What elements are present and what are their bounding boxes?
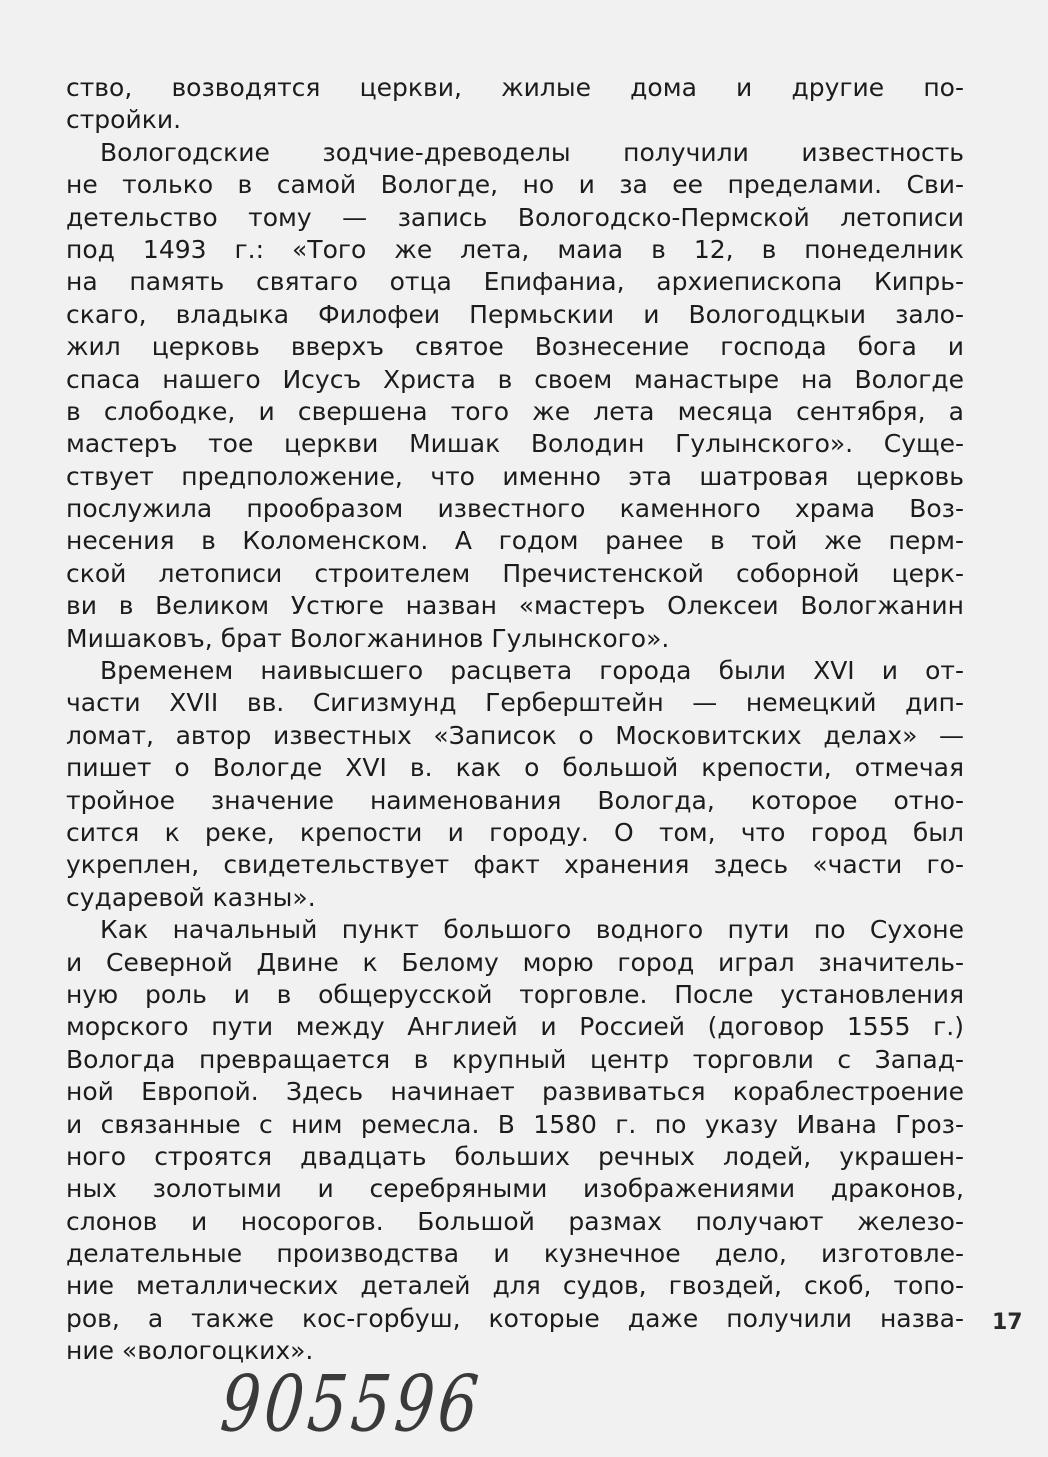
text-line: ствует предположение, что именно эта шатровая церковь (66, 461, 964, 491)
page-number: 17 (992, 1310, 1023, 1335)
text-line: слонов и носорогов. Большой размах получают железо- (66, 1206, 964, 1236)
text-line: ного строятся двадцать больших речных лодей, украшен- (66, 1141, 964, 1171)
text-line: мастеръ тое церкви Мишак Володин Гулынского». Суще- (66, 429, 964, 459)
body-text (66, 72, 964, 1368)
text-line: Временем наивысшего расцвета города были XVI и от- (100, 656, 964, 686)
text-line: ви в Великом Устюге назван «мастеръ Олексеи Вологжанин (66, 591, 964, 621)
text-line: не только в самой Вологде, но и за ее пределами. Сви- (66, 170, 964, 200)
text-line: ломат, автор известных «Записок о Московитских делах» — (66, 720, 964, 750)
text-line: детельство тому — запись Вологодско-Пермской летописи (66, 202, 964, 232)
text-line: и Северной Двине к Белому морю город играл значитель- (66, 947, 964, 977)
text-line: послужила прообразом известного каменного храма Воз- (66, 494, 964, 524)
text-line: Как начальный пункт большого водного пути по Сухоне (100, 915, 964, 945)
text-line: ние «вологоцких». (66, 1336, 314, 1366)
text-line: ной Европой. Здесь начинает развиваться кораблестроение (66, 1077, 964, 1107)
text-line: части XVII вв. Сигизмунд Герберштейн — немецкий дип- (66, 688, 964, 718)
text-line: делательные производства и кузнечное дело, изготовле- (66, 1239, 964, 1269)
text-line: на память святаго отца Епифаниа, архиепископа Кипрь- (66, 267, 964, 297)
text-line: ных золотыми и серебряными изображениями драконов, (66, 1174, 964, 1204)
text-line: скаго, владыка Филофеи Пермьскии и Вологодцкыи зало- (66, 299, 964, 329)
handwritten-inventory-number: 905596 (217, 1358, 486, 1450)
text-line: жил церковь вверхъ святое Вознесение господа бога и (66, 332, 964, 362)
text-line: ние металлических деталей для судов, гвоздей, скоб, топо- (66, 1271, 964, 1301)
text-line: и связанные с ним ремесла. В 1580 г. по указу Ивана Гроз- (66, 1109, 964, 1139)
text-line: в слободке, и свершена того же лета месяца сентября, а (66, 396, 964, 426)
text-line: сударевой казны». (66, 882, 316, 912)
text-line: ную роль и в общерусской торговле. После установления (66, 979, 964, 1009)
text-line: стройки. (66, 105, 182, 135)
text-line: Вологодские зодчие-древоделы получили известность (100, 137, 964, 167)
text-line: морского пути между Англией и Россией (договор 1555 г.) (66, 1012, 964, 1042)
text-line: тройное значение наименования Вологда, которое отно- (66, 785, 964, 815)
text-line: ров, а также кос-горбуш, которые даже получили назва- (66, 1303, 964, 1333)
text-line: спаса нашего Исусъ Христа в своем манастыре на Вологде (66, 364, 964, 394)
text-line: несения в Коломенском. А годом ранее в той же перм- (66, 526, 964, 556)
text-line: сится к реке, крепости и городу. О том, что город был (66, 817, 964, 847)
text-line: Вологда превращается в крупный центр торговли с Запад- (66, 1044, 964, 1074)
text-line: пишет о Вологде XVI в. как о большой крепости, отмечая (66, 753, 964, 783)
text-line: Мишаковъ, брат Вологжанинов Гулынского». (66, 623, 670, 653)
text-line: ство, возводятся церкви, жилые дома и другие по- (66, 73, 964, 102)
text-line: укреплен, свидетельствует факт хранения здесь «части го- (66, 850, 964, 880)
text-line: ской летописи строителем Пречистенской соборной церк- (66, 558, 964, 588)
text-line: под 1493 г.: «Того же лета, маиа в 12, в понеделник (66, 234, 964, 264)
